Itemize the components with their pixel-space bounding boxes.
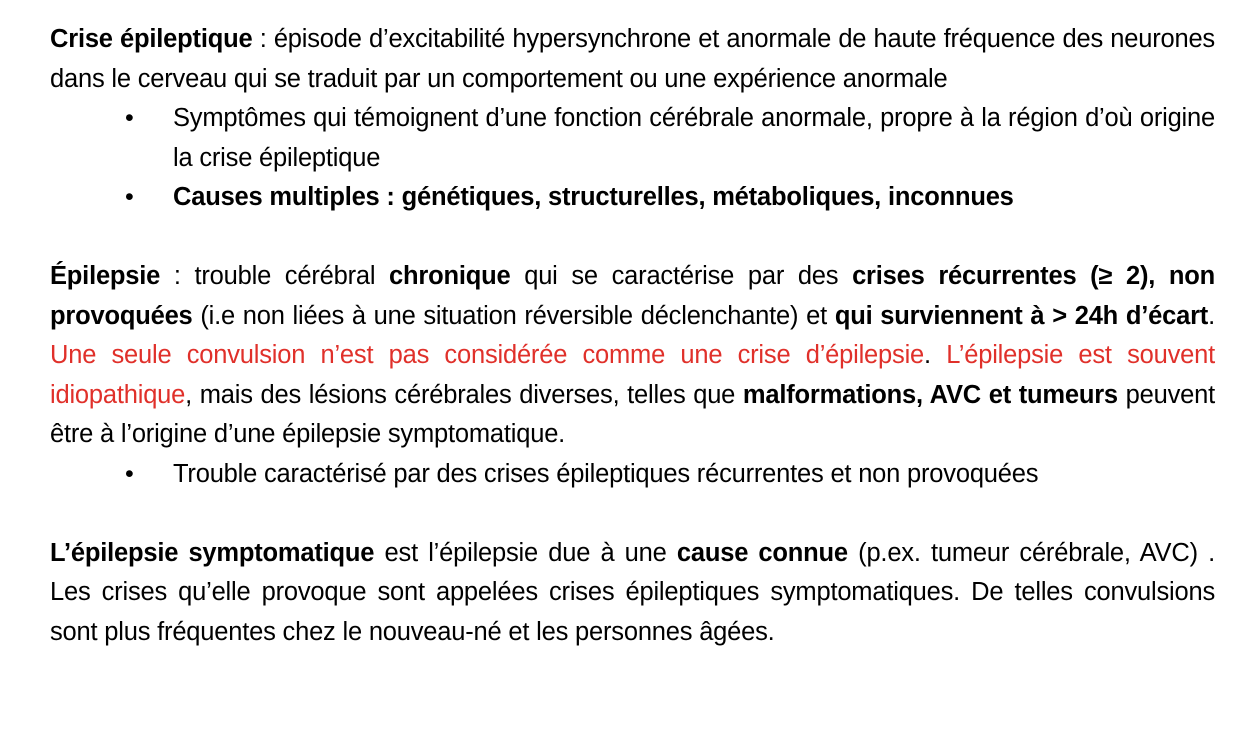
paragraph-epilepsie-symptomatique	[50, 534, 1215, 653]
bullet-icon: •	[125, 104, 134, 132]
list-item	[50, 455, 1215, 495]
text-span: (p.ex. tumeur cérébrale, AVC) . Les crises qu’elle provoque sont appelées crises épileptiques symptomatiques. De telles convulsions sont plus fréquentes chez le nouveau-né et les personnes âgées.	[50, 538, 1215, 646]
text-span: (i.e non liées à une situation réversible déclenchante) et	[192, 301, 835, 330]
bold-span: malformations, AVC et tumeurs	[742, 380, 1118, 409]
bullet-icon: •	[125, 183, 134, 211]
list-item-text: Causes multiples : génétiques, structurelles, métaboliques, inconnues	[173, 183, 1014, 211]
spacer	[50, 494, 1215, 534]
list-item-text: Symptômes qui témoignent d’une fonction cérébrale anormale, propre à la région d’où origine la crise épileptique	[173, 104, 1215, 172]
paragraph-crise-epileptique	[50, 20, 1215, 99]
text-span: .	[1208, 301, 1215, 330]
text-span: , mais des lésions cérébrales diverses, telles que	[185, 380, 743, 409]
term-crise-epileptique: Crise épileptique	[50, 25, 253, 53]
term-epilepsie-symptomatique: L’épilepsie symptomatique	[50, 538, 375, 567]
document-body	[50, 20, 1215, 652]
term-epilepsie: Épilepsie	[50, 262, 161, 290]
text-span: : trouble cérébral	[160, 262, 390, 290]
bullet-list-crise	[50, 99, 1215, 218]
highlight-span: Une seule convulsion n’est pas considérée comme une crise d’épilepsie	[50, 341, 925, 369]
text-span: peuvent être à l’origine d’une épilepsie symptomatique.	[50, 380, 1215, 448]
highlight-span: L’épilepsie est souvent idiopathique	[50, 341, 1215, 409]
bullet-icon: •	[125, 459, 134, 488]
bold-span: crises récurrentes (≥ 2), non provoquées	[50, 262, 1215, 330]
text-span: est l’épilepsie due à une	[374, 538, 677, 567]
bold-span: qui surviennent à > 24h d’écart	[834, 301, 1209, 330]
list-item-text: Trouble caractérisé par des crises épileptiques récurrentes et non provoquées	[173, 459, 1039, 488]
definition-text: : épisode d’excitabilité hypersynchrone et anormale de haute fréquence des neurones dans le cerveau qui se traduit par un comportement ou une expérience anormale	[50, 25, 1215, 93]
text-span: qui se caractérise par des	[510, 262, 853, 290]
paragraph-epilepsie	[50, 257, 1215, 455]
bold-span: cause connue	[676, 538, 848, 567]
spacer	[50, 218, 1215, 258]
bullet-list-epilepsie	[50, 455, 1215, 495]
text-span: .	[924, 341, 947, 369]
list-item	[50, 99, 1215, 178]
bold-span: chronique	[389, 262, 511, 290]
list-item	[50, 178, 1215, 218]
